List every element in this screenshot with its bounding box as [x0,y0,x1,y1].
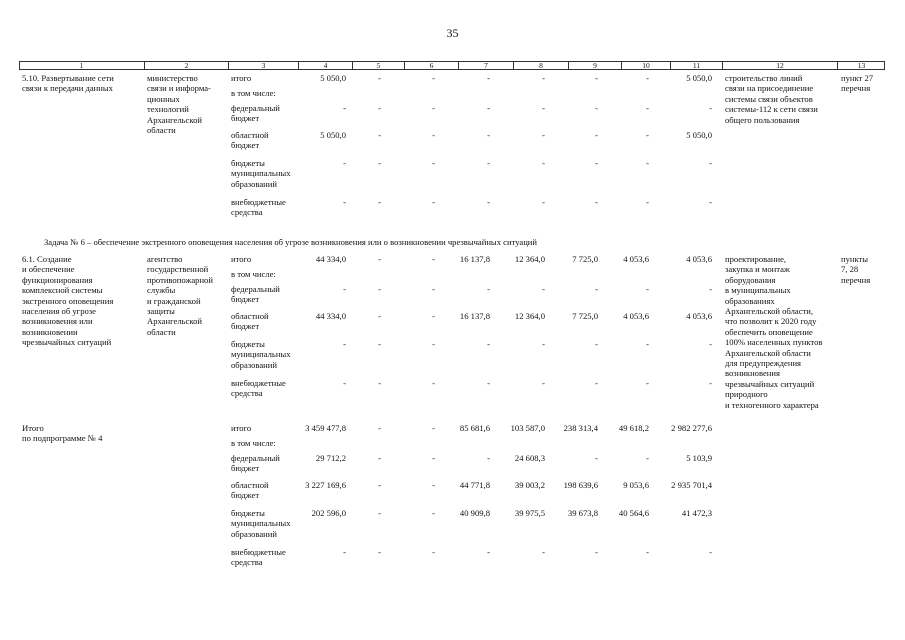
funding-source-label: бюджет [231,321,260,332]
amount-cell: 5 103,9 [686,453,712,463]
reference-note: перечня [841,83,871,94]
funding-source-label: бюджет [231,140,260,151]
expected-result: что позволит к 2020 году [725,316,817,327]
activity-name: и обеспечение [22,264,75,275]
activity-name: 5.10. Развертывание сети [22,73,114,83]
amount-cell: - [432,73,435,83]
column-number-2: 2 [144,62,228,69]
funding-source-label: средства [231,557,263,568]
amount-cell: - [542,284,545,294]
amount-cell: - [432,158,435,168]
expected-result: оборудования [725,274,776,285]
column-number-1: 1 [79,61,84,70]
funding-source-label: средства [231,388,263,399]
expected-result: строительство линий [725,73,803,83]
amount-cell: - [595,453,598,463]
funding-source-label: образований [231,178,277,189]
amount-cell: - [709,378,712,388]
funding-source-label: средства [231,207,263,218]
activity-name: 6.1. Создание [22,254,72,264]
amount-cell: - [709,103,712,113]
amount-cell: 103 587,0 [510,423,545,433]
executor-name: государственной [147,264,209,275]
column-number-10: 10 [621,62,670,69]
amount-cell: - [595,284,598,294]
funding-source-label: внебюджетные [231,197,286,207]
amount-cell: 29 712,2 [315,453,346,463]
amount-cell: - [378,378,381,388]
amount-cell: - [432,197,435,207]
amount-cell: - [646,103,649,113]
reference-note: пункты [841,254,869,264]
amount-cell: - [709,339,712,349]
expected-result: связи на присоединение [725,83,814,94]
amount-cell: 3 227 169,6 [305,480,346,490]
amount-cell: 40 909,8 [459,508,490,518]
funding-source-label: итого [231,73,252,83]
amount-cell: - [542,547,545,557]
amount-cell: - [542,378,545,388]
activity-name: связи к передачи данных [22,83,113,94]
amount-cell: - [487,103,490,113]
column-number-header [19,61,885,70]
amount-cell: - [432,103,435,113]
expected-result: природного [725,389,768,400]
amount-cell: 44 771,8 [459,480,490,490]
funding-source-label: образований [231,528,277,539]
executor-name: противопожарной [147,274,213,285]
amount-cell: - [646,73,649,83]
executor-name: технологий [147,104,189,115]
amount-cell: - [378,284,381,294]
amount-cell: - [709,197,712,207]
column-number-6: 6 [404,62,458,69]
amount-cell: - [378,423,381,433]
amount-cell: - [343,547,346,557]
funding-source-label: внебюджетные [231,547,286,557]
amount-cell: 238 313,4 [563,423,598,433]
amount-cell: - [378,339,381,349]
funding-source-label: областной [231,311,269,321]
funding-source-label: бюджет [231,294,260,305]
expected-result: Архангельской области [725,347,811,358]
executor-name: области [147,125,176,135]
amount-cell: - [378,547,381,557]
amount-cell: 5 050,0 [320,73,346,83]
amount-cell: - [487,547,490,557]
expected-result: системы-112 к сети связи [725,104,818,115]
amount-cell: - [646,339,649,349]
amount-cell: - [487,197,490,207]
amount-cell: 2 935 701,4 [671,480,712,490]
activity-name: по подпрограмме № 4 [22,433,103,444]
expected-result: в муниципальных [725,285,791,296]
amount-cell: - [646,378,649,388]
amount-cell: - [542,197,545,207]
funding-source-label: итого [231,423,252,433]
funding-source-label: муниципальных [231,518,291,529]
amount-cell: 5 050,0 [686,73,712,83]
amount-cell: - [378,453,381,463]
amount-cell: 40 564,6 [618,508,649,518]
funding-source-label: бюджеты [231,339,265,349]
amount-cell: 24 608,3 [514,453,545,463]
amount-cell: - [646,547,649,557]
amount-cell: - [646,197,649,207]
amount-cell: - [487,284,490,294]
amount-cell: 9 053,6 [623,480,649,490]
amount-cell: 41 472,3 [681,508,712,518]
activity-name: функционирования [22,274,93,285]
amount-cell: - [595,130,598,140]
amount-cell: - [378,508,381,518]
amount-cell: - [709,284,712,294]
funding-source-label: федеральный [231,284,280,294]
amount-cell: 16 137,8 [459,254,490,264]
amount-cell: 85 681,6 [459,423,490,433]
amount-cell: - [343,197,346,207]
amount-cell: - [432,378,435,388]
amount-cell: - [432,339,435,349]
funding-source-label: областной [231,130,269,140]
activity-name: Итого [22,423,44,433]
column-number-5: 5 [352,62,404,69]
amount-cell: 198 639,6 [563,480,598,490]
executor-name: связи и информа- [147,83,211,94]
amount-cell: - [432,423,435,433]
activity-name: чрезвычайных ситуаций [22,337,112,348]
funding-source-label: федеральный [231,453,280,463]
expected-result: образованиях [725,295,775,306]
funding-source-label: итого [231,254,252,264]
amount-cell: - [487,73,490,83]
amount-cell: - [542,158,545,168]
amount-cell: 44 334,0 [315,254,346,264]
amount-cell: - [432,508,435,518]
amount-cell: - [378,480,381,490]
amount-cell: - [378,197,381,207]
expected-result: чрезвычайных ситуаций [725,378,815,389]
expected-result: проектирование, [725,254,787,264]
funding-source-label: областной [231,480,269,490]
amount-cell: - [487,378,490,388]
amount-cell: - [378,254,381,264]
amount-cell: 4 053,6 [686,254,712,264]
amount-cell: - [542,130,545,140]
amount-cell: - [646,453,649,463]
column-number-12: 12 [722,62,837,69]
page-number: 35 [446,26,459,40]
column-number-11: 11 [670,62,722,69]
amount-cell: - [646,130,649,140]
amount-cell: - [542,339,545,349]
executor-name: Архангельской [147,316,202,327]
reference-note: перечня [841,274,871,285]
funding-source-label: образований [231,359,277,370]
amount-cell: 4 053,6 [686,311,712,321]
funding-source-label: бюджет [231,463,260,474]
column-number-4: 4 [298,62,352,69]
task-heading: Задача № 6 – обеспечение экстренного оповещения населения об угрозе возникновения или о возникновении чрезвычайных ситуаций [44,237,538,247]
amount-cell: 12 364,0 [514,254,545,264]
amount-cell: 4 053,6 [623,254,649,264]
expected-result: возникновения [725,368,780,379]
executor-name: Архангельской [147,114,202,125]
amount-cell: - [595,158,598,168]
column-number-3: 3 [228,62,298,69]
amount-cell: - [542,103,545,113]
amount-cell: - [378,103,381,113]
amount-cell: - [595,547,598,557]
expected-result: Архангельской области, [725,306,814,316]
amount-cell: - [343,339,346,349]
amount-cell: 3 459 477,8 [305,423,346,433]
column-number-13: 13 [837,62,885,69]
expected-result: системы связи объектов [725,93,813,104]
activity-name: комплексной системы [22,285,103,296]
executor-name: службы [147,285,176,296]
amount-cell: - [432,254,435,264]
amount-cell: - [487,339,490,349]
expected-result: обеспечить оповещение [725,326,813,337]
executor-name: защиты [147,306,175,316]
amount-cell: - [595,73,598,83]
amount-cell: 16 137,8 [459,311,490,321]
amount-cell: - [378,311,381,321]
amount-cell: - [487,453,490,463]
amount-cell: - [646,284,649,294]
amount-cell: 44 334,0 [315,311,346,321]
amount-cell: - [595,103,598,113]
executor-name: министерство [147,73,198,83]
funding-source-label: бюджет [231,113,260,124]
amount-cell: 5 050,0 [320,130,346,140]
amount-cell: - [487,158,490,168]
amount-cell: - [343,284,346,294]
amount-cell: - [432,284,435,294]
amount-cell: - [343,158,346,168]
column-number-8: 8 [513,62,568,69]
amount-cell: - [595,339,598,349]
amount-cell: 39 003,2 [514,480,545,490]
executor-name: области [147,326,176,337]
amount-cell: 39 673,8 [567,508,598,518]
activity-name: экстренного оповещения [22,295,114,306]
amount-cell: - [432,453,435,463]
amount-cell: 49 618,2 [618,423,649,433]
amount-cell: 7 725,0 [572,254,598,264]
activity-name: возникновении [22,326,78,337]
amount-cell: - [646,158,649,168]
column-number-9: 9 [568,62,621,69]
amount-cell: - [432,311,435,321]
expected-result: 100% населенных пунктов [725,337,823,348]
executor-name: агентство [147,254,183,264]
funding-source-label: бюджеты [231,158,265,168]
funding-source-label: внебюджетные [231,378,286,388]
expected-result: для предупреждения [725,358,802,368]
amount-cell: - [432,547,435,557]
amount-cell: 2 982 277,6 [671,423,712,433]
expected-result: и техногенного характера [725,399,819,410]
amount-cell: - [595,378,598,388]
activity-name: населения об угрозе [22,306,96,316]
amount-cell: - [378,158,381,168]
amount-cell: 7 725,0 [572,311,598,321]
amount-cell: - [595,197,598,207]
expected-result: закупка и монтаж [725,264,790,275]
funding-source-label: в том числе: [231,269,276,279]
amount-cell: - [709,158,712,168]
column-number-7: 7 [458,62,513,69]
funding-source-label: в том числе: [231,438,276,448]
funding-source-label: муниципальных [231,168,291,179]
amount-cell: - [378,73,381,83]
amount-cell: 202 596,0 [311,508,346,518]
amount-cell: 4 053,6 [623,311,649,321]
executor-name: ционных [147,93,180,104]
funding-source-label: бюджет [231,490,260,501]
activity-name: возникновения или [22,316,93,327]
amount-cell: 5 050,0 [686,130,712,140]
amount-cell: - [487,130,490,140]
amount-cell: 12 364,0 [514,311,545,321]
amount-cell: - [343,103,346,113]
expected-result: общего пользования [725,114,800,125]
funding-source-label: бюджеты [231,508,265,518]
amount-cell: - [709,547,712,557]
executor-name: и гражданской [147,295,201,306]
amount-cell: - [432,130,435,140]
funding-source-label: федеральный [231,103,280,113]
reference-note: пункт 27 [841,73,874,83]
funding-source-label: в том числе: [231,88,276,98]
funding-source-label: муниципальных [231,349,291,360]
amount-cell: - [378,130,381,140]
reference-note: 7, 28 [841,264,859,275]
amount-cell: 39 975,5 [514,508,545,518]
amount-cell: - [432,480,435,490]
amount-cell: - [343,378,346,388]
amount-cell: - [542,73,545,83]
